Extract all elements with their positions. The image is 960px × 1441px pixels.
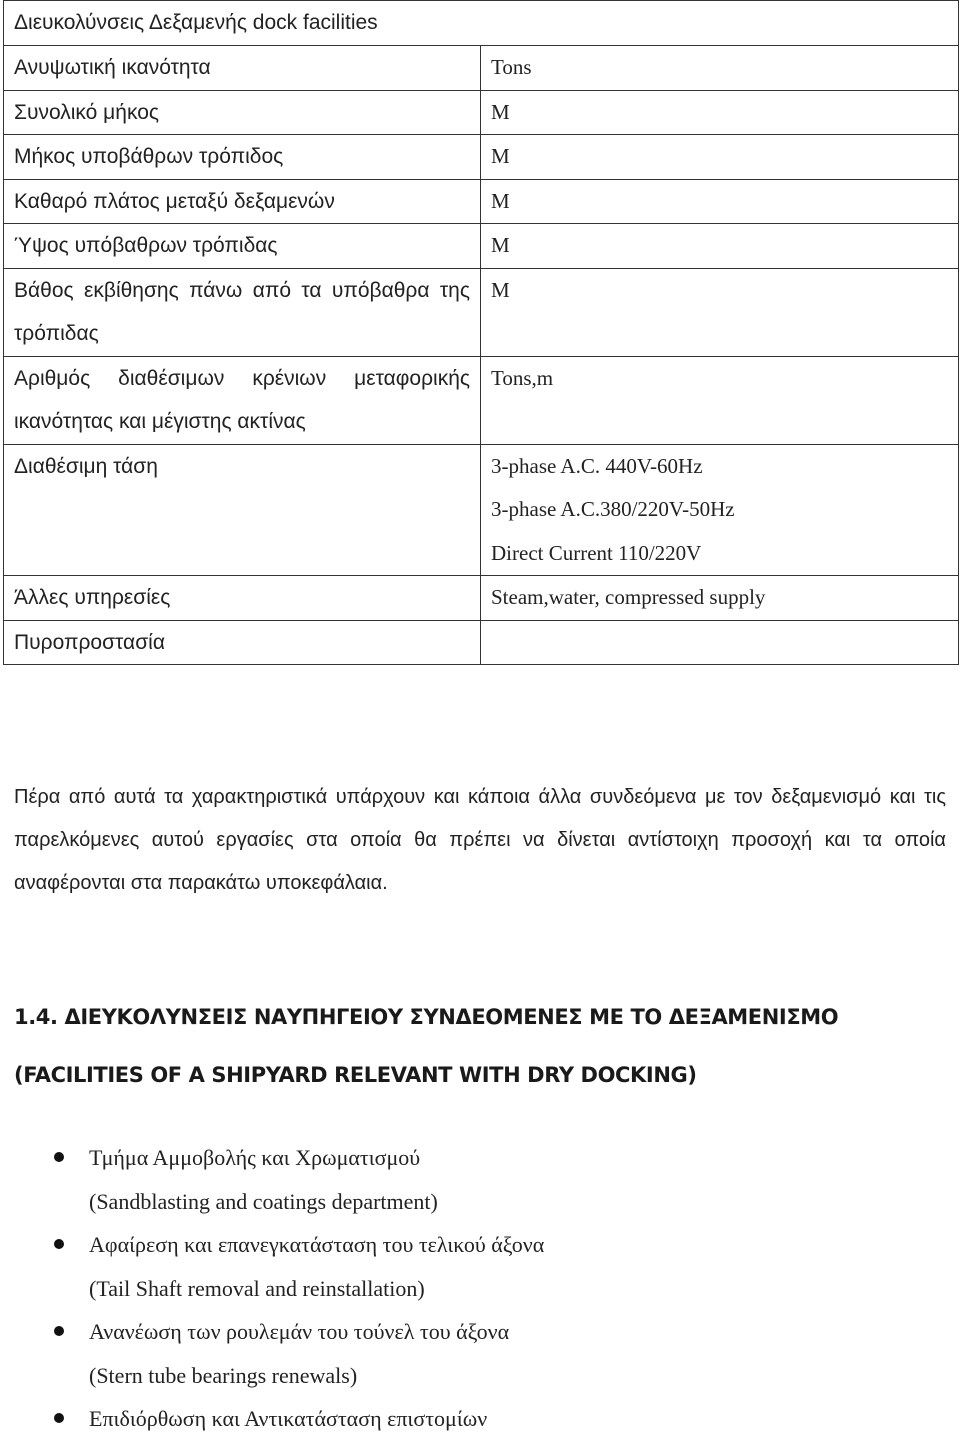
section-heading bbox=[14, 988, 954, 1104]
table-label-cell bbox=[4, 46, 481, 91]
row-label-line: τρόπιδας bbox=[14, 322, 99, 345]
row-label: Άλλες υπηρεσίες bbox=[14, 586, 171, 609]
section-heading-title-line bbox=[14, 988, 954, 1046]
section-subtitle: (FACILITIES OF A SHIPYARD RELEVANT WITH DRY DOCKING) bbox=[14, 1063, 697, 1087]
list-item-english: (Sandblasting and coatings department) bbox=[89, 1188, 438, 1214]
row-label: Ανυψωτική ικανότητα bbox=[14, 56, 211, 79]
table-unit-cell bbox=[481, 179, 959, 224]
list-item bbox=[0, 1223, 960, 1310]
table-unit-cell bbox=[481, 224, 959, 269]
list-item-english: (Tail Shaft removal and reinstallation) bbox=[89, 1275, 425, 1301]
row-label: Πυροπροστασία bbox=[14, 630, 165, 654]
dock-facilities-table-body bbox=[4, 1, 959, 665]
table-label-cell bbox=[4, 356, 481, 444]
row-label: Διαθέσιμη τάση bbox=[14, 454, 158, 478]
row-label-line: Βάθος εκβίθησης πάνω από τα υπόβαθρα της bbox=[14, 278, 470, 302]
table-header-row bbox=[4, 1, 959, 46]
section-number: 1.4. bbox=[14, 1005, 58, 1029]
list-item-greek: Αφαίρεση και επανεγκατάσταση του τελικού άξονα bbox=[89, 1232, 545, 1257]
table-header-title: Διευκολύνσεις Δεξαμενής dock facilities bbox=[14, 11, 378, 34]
row-unit: M bbox=[491, 188, 510, 213]
table-unit-cell bbox=[481, 268, 959, 356]
row-label: Ύψος υπόβαθρων τρόπιδας bbox=[14, 234, 278, 257]
body-paragraph: Πέρα από αυτά τα χαρακτηριστικά υπάρχουν και κάποια άλλα συνδεόμενα με τον δεξαμενισμό και τις παρελκόμενες αυτού εργασίες στα οποία θα πρέπει να δίνεται αντίστοιχη προσοχή και τα οποία αναφέρονται στα παρακάτω υποκεφάλαια. bbox=[14, 786, 946, 894]
table-row bbox=[4, 46, 959, 91]
facilities-bullet-list bbox=[0, 1136, 960, 1441]
row-unit: M bbox=[491, 144, 510, 168]
table-unit-cell bbox=[481, 135, 959, 180]
table-label-cell bbox=[4, 179, 481, 224]
table-row bbox=[4, 620, 959, 665]
list-item bbox=[0, 1397, 960, 1441]
table-label-cell bbox=[4, 444, 481, 576]
row-unit: Tons bbox=[491, 55, 532, 79]
table-row bbox=[4, 179, 959, 224]
table-row bbox=[4, 444, 959, 576]
row-label: Καθαρό πλάτος μεταξύ δεξαμενών bbox=[14, 189, 335, 213]
table-label-cell bbox=[4, 576, 481, 621]
dock-facilities-table bbox=[3, 0, 959, 665]
table-row bbox=[4, 224, 959, 269]
table-row bbox=[4, 576, 959, 621]
table-unit-cell bbox=[481, 444, 959, 576]
row-unit: M bbox=[491, 99, 510, 124]
list-item bbox=[0, 1136, 960, 1223]
table-row bbox=[4, 268, 959, 356]
row-unit: M bbox=[491, 277, 510, 302]
row-unit-line: Direct Current 110/220V bbox=[491, 540, 702, 565]
row-unit-empty bbox=[481, 621, 958, 665]
table-label-cell bbox=[4, 268, 481, 356]
row-unit: Tons,m bbox=[491, 365, 554, 390]
row-label-line: ικανότητας και μέγιστης ακτίνας bbox=[14, 410, 306, 433]
row-label-line: Αριθμός διαθέσιμων κρένιων μεταφορικής bbox=[14, 366, 470, 390]
row-unit: Steam,water, compressed supply bbox=[491, 585, 766, 609]
list-item-greek: Επιδιόρθωση και Αντικατάσταση επιστομίων bbox=[89, 1406, 488, 1431]
bullet-dot-icon bbox=[54, 1239, 64, 1249]
row-label: Συνολικό μήκος bbox=[14, 100, 159, 124]
table-label-cell bbox=[4, 135, 481, 180]
bullet-dot-icon bbox=[54, 1326, 64, 1336]
table-unit-cell bbox=[481, 576, 959, 621]
section-title: ΔΙΕΥΚΟΛΥΝΣΕΙΣ ΝΑΥΠΗΓΕΙΟΥ ΣΥΝΔΕΟΜΕΝΕΣ ΜΕ ΤΟ ΔΕΞΑΜΕΝΙΣΜΟ bbox=[64, 1005, 839, 1029]
table-row bbox=[4, 90, 959, 135]
table-header-cell bbox=[4, 1, 959, 46]
row-label: Μήκος υποβάθρων τρόπιδος bbox=[14, 145, 284, 168]
table-unit-cell bbox=[481, 90, 959, 135]
table-label-cell bbox=[4, 620, 481, 665]
table-unit-cell bbox=[481, 46, 959, 91]
bullet-dot-icon bbox=[54, 1152, 64, 1162]
table-unit-cell bbox=[481, 356, 959, 444]
row-unit-line: 3-phase A.C. 440V-60Hz bbox=[491, 453, 703, 478]
row-unit-line: 3-phase A.C.380/220V-50Hz bbox=[491, 497, 735, 521]
table-unit-cell bbox=[481, 620, 959, 665]
list-item-greek: Τμήμα Αμμοβολής και Χρωματισμού bbox=[89, 1145, 421, 1170]
table-row bbox=[4, 135, 959, 180]
bullet-dot-icon bbox=[54, 1413, 64, 1423]
table-label-cell bbox=[4, 224, 481, 269]
list-item-english: (Stern tube bearings renewals) bbox=[89, 1362, 358, 1388]
table-label-cell bbox=[4, 90, 481, 135]
list-item bbox=[0, 1310, 960, 1397]
row-unit: M bbox=[491, 233, 510, 257]
list-item-greek: Ανανέωση των ρουλεμάν του τούνελ του άξονα bbox=[89, 1319, 510, 1344]
table-row bbox=[4, 356, 959, 444]
